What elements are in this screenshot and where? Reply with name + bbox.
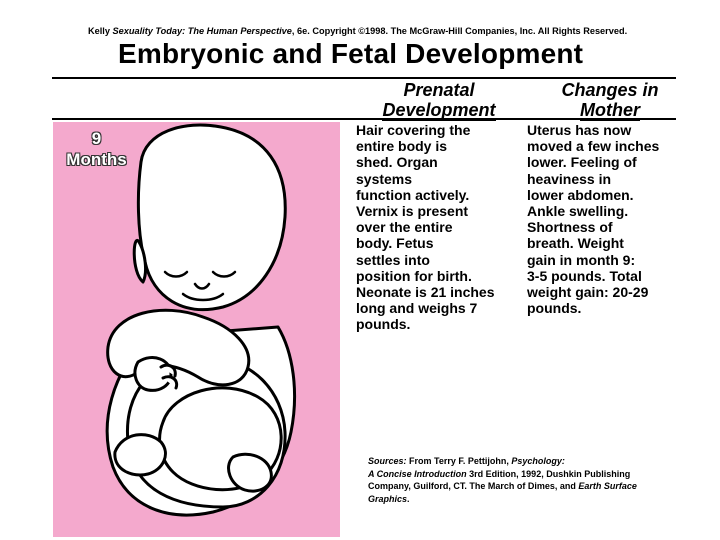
copyright-suffix: , 6e. Copyright ©1998. The McGraw-Hill Companies, Inc. All Rights Reserved. <box>291 26 628 36</box>
copyright-prefix: Kelly <box>88 26 113 36</box>
prenatal-description: Hair covering the entire body is shed. Organ systems function actively. Vernix is present over the entire body. Fetus settles into position for birth. Neonate is 21 inches long and weighs 7 pounds. <box>356 122 495 333</box>
sources-text2: 3rd Edition, 1992, Dushkin Publishing Company, Guilford, CT. The March of Dimes, and <box>368 468 631 491</box>
copyright-line <box>88 26 688 36</box>
sources-text1: From Terry F. Pettijohn, <box>406 456 512 466</box>
sources-italic3: Earth Surface Graphics <box>368 481 637 504</box>
page-title: Embryonic and Fetal Development <box>118 38 584 69</box>
prenatal-heading-line1: Prenatal <box>403 80 475 100</box>
sources-text3: . <box>407 493 410 504</box>
mother-column-heading <box>548 80 672 121</box>
sources-italic1: Psychology: <box>511 456 565 466</box>
prenatal-heading-line2: Development <box>382 100 496 120</box>
mother-description: Uterus has now moved a few inches lower. Feeling of heaviness in lower abdomen. Ankle swelling. Shortness of breath. Weight gain in month 9: 3-5 pounds. Total weight gain: 20-29 pounds. <box>527 122 660 317</box>
sources-note <box>368 455 668 505</box>
header-rule-top <box>52 77 676 79</box>
stage-label-number: 9 <box>91 129 102 148</box>
stage-label <box>53 128 140 170</box>
stage-label-unit: Months <box>66 150 127 169</box>
prenatal-column-heading <box>370 80 508 121</box>
book-title: Sexuality Today: The Human Perspective <box>112 26 292 36</box>
fetus-illustration <box>53 122 340 537</box>
sources-italic2: A Concise Introduction <box>368 468 467 479</box>
mother-heading-line1: Changes in <box>561 80 659 100</box>
sources-label: Sources: <box>368 456 407 466</box>
mother-heading-line2: Mother <box>580 100 640 120</box>
